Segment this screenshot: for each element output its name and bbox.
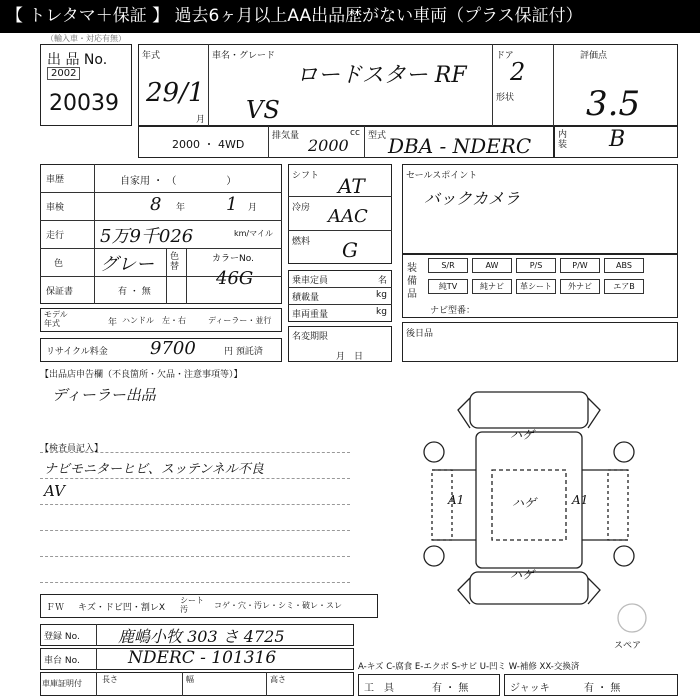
inspection-label: 車検 bbox=[46, 203, 65, 213]
history-value: 自家用 ・ （ ） bbox=[120, 176, 237, 187]
recycle-value: 9700 bbox=[150, 338, 196, 359]
defect-items: キズ・ドビ凹・割レX bbox=[78, 603, 165, 613]
equip-ext-navi: 外ナビ bbox=[560, 279, 600, 294]
name-change-label: 名変期限 bbox=[292, 332, 329, 342]
fuel-value: G bbox=[342, 238, 358, 262]
score-label: 評価点 bbox=[580, 51, 608, 61]
sales-point-label: セールスポイント bbox=[406, 171, 478, 181]
mileage-unit: km/マイル bbox=[234, 229, 273, 238]
year-value: 29/1 bbox=[146, 78, 205, 108]
header-banner: 【 トレタマ＋保証 】 過去6ヶ月以上AA出品歴がない車両（プラス保証付） bbox=[0, 0, 700, 33]
equip-navi: 純ナビ bbox=[472, 279, 512, 294]
equipment-label: 装備品 bbox=[407, 263, 417, 300]
equip-airbag: エアB bbox=[604, 279, 644, 294]
transfer-row bbox=[40, 672, 354, 696]
model-year-unit: 年 bbox=[108, 318, 118, 328]
inspection-month: 1 bbox=[226, 194, 238, 215]
notes-value: ディーラー出品 bbox=[52, 386, 156, 404]
defect-label: ＦＷ bbox=[46, 603, 65, 613]
equip-sr: S/R bbox=[428, 258, 468, 273]
recycle-label: リサイクル料金 bbox=[46, 347, 108, 357]
capacity-unit: 名 bbox=[378, 276, 388, 286]
name-change-unit: 月 日 bbox=[336, 352, 364, 362]
warranty-value: 有 ・ 無 bbox=[118, 287, 151, 297]
year-unit: 月 bbox=[196, 115, 206, 125]
tools-value: 有 ・ 無 bbox=[432, 683, 469, 694]
handle-value: ハンドル 左・右 bbox=[122, 316, 186, 325]
comments-label: 後日品 bbox=[406, 329, 434, 339]
interior-box bbox=[554, 126, 678, 158]
lot-stamp: 2002 bbox=[47, 67, 80, 80]
equip-ps: P/S bbox=[516, 258, 556, 273]
equip-abs: ABS bbox=[604, 258, 644, 273]
equip-leather: 革シート bbox=[516, 279, 556, 294]
shape-label: 形状 bbox=[496, 93, 515, 103]
transfer-length: 長さ bbox=[102, 675, 118, 684]
color-value: グレー bbox=[100, 254, 154, 275]
load-label: 積載量 bbox=[292, 293, 320, 303]
transfer-label: 車庫証明付 bbox=[42, 679, 82, 688]
displacement-value: 2000 bbox=[308, 136, 349, 155]
tools-label: 工 具 bbox=[364, 683, 394, 694]
inspection-year-unit: 年 bbox=[176, 203, 186, 213]
navi-model-label: ナビ型番： bbox=[430, 306, 476, 316]
model-value: DBA - NDERC bbox=[388, 134, 532, 158]
damage-legend: A-キズ C-腐食 E-エクボ S-サビ U-凹ミ W-補修 XX-交換済 bbox=[358, 662, 580, 672]
warranty-label: 保証書 bbox=[46, 287, 74, 297]
displacement-label: 排気量 bbox=[272, 131, 300, 141]
mark-left-side: A1 bbox=[448, 493, 465, 507]
recycle-unit: 円 預託済 bbox=[224, 347, 263, 357]
interior-value: B bbox=[609, 127, 626, 152]
seat-items: コゲ・穴・汚レ・シミ・破レ・スレ bbox=[214, 601, 342, 610]
inspector-line1: ナビモニターヒビ、スッテンネル不良 bbox=[44, 462, 264, 477]
dealer-value: ディーラー・並行 bbox=[208, 316, 272, 325]
transfer-height: 高さ bbox=[270, 675, 286, 684]
shift-value: AT bbox=[338, 174, 365, 198]
door-label: ドア bbox=[496, 51, 514, 61]
mark-hood: ハゲ bbox=[510, 428, 535, 442]
inspector-line2: AV bbox=[44, 482, 65, 500]
equip-tv: 純TV bbox=[428, 279, 468, 294]
comments-box bbox=[402, 322, 678, 362]
load-unit: kg bbox=[376, 290, 387, 300]
lot-number: 20039 bbox=[49, 91, 119, 116]
inspection-month-unit: 月 bbox=[248, 203, 258, 213]
notes-label: 【出品店申告欄（不良箇所・欠品・注意事項等）】 bbox=[40, 370, 243, 380]
chassis-label: 車台 No. bbox=[44, 656, 80, 666]
registration-label: 登録 No. bbox=[44, 632, 80, 642]
mileage-value: 5万9千026 bbox=[100, 226, 194, 247]
capacity-label: 乗車定員 bbox=[292, 276, 329, 286]
color-code-label: カラーNo. bbox=[212, 254, 254, 264]
interior-label: 内装 bbox=[558, 130, 568, 150]
jack-label: ジャッキ bbox=[510, 683, 550, 694]
name-label: 車名・グレード bbox=[212, 51, 276, 61]
transfer-width: 幅 bbox=[186, 675, 194, 684]
equip-aw: AW bbox=[472, 258, 512, 273]
grade-value: VS bbox=[246, 96, 280, 124]
ac-label: 冷房 bbox=[292, 203, 311, 213]
registration-value: 鹿嶋小牧 303 さ 4725 bbox=[118, 627, 285, 646]
chassis-value: NDERC - 101316 bbox=[128, 648, 277, 668]
drive-value: 2000 ・ 4WD bbox=[172, 138, 245, 151]
inspector-label: 【検査員記入】 bbox=[40, 444, 104, 454]
weight-unit: kg bbox=[376, 307, 387, 317]
mark-right-side: A1 bbox=[572, 493, 589, 507]
equip-pw: P/W bbox=[560, 258, 600, 273]
jack-value: 有 ・ 無 bbox=[584, 683, 621, 694]
sales-point-value: バックカメラ bbox=[424, 189, 521, 208]
score-value: 3.5 bbox=[586, 84, 641, 124]
color-change-label: 色替 bbox=[170, 252, 180, 272]
top-cut-label: （輸入車・対応有無） bbox=[46, 34, 126, 43]
mark-roof: ハゲ bbox=[512, 496, 537, 510]
weight-label: 車両重量 bbox=[292, 310, 329, 320]
door-value: 2 bbox=[510, 58, 526, 86]
seat-label: シート汚 bbox=[180, 596, 204, 614]
name-value: ロードスター RF bbox=[296, 63, 467, 88]
model-label: 型式 bbox=[368, 131, 387, 141]
spare-label: スペア bbox=[614, 641, 642, 651]
color-label: 色 bbox=[54, 259, 64, 269]
year-label: 年式 bbox=[142, 51, 161, 61]
lot-label: 出 品 No. bbox=[47, 52, 108, 68]
shift-label: シフト bbox=[292, 171, 320, 181]
history-label: 車歴 bbox=[46, 175, 65, 185]
mileage-label: 走行 bbox=[46, 231, 65, 241]
displacement-unit: cc bbox=[350, 128, 360, 138]
mark-trunk: ハゲ bbox=[510, 568, 535, 582]
fuel-label: 燃料 bbox=[292, 237, 311, 247]
inspection-year: 8 bbox=[150, 194, 162, 215]
color-code-value: 46G bbox=[216, 268, 254, 289]
ac-value: AAC bbox=[328, 206, 368, 227]
lot-box bbox=[40, 44, 132, 126]
model-year-label: モデル年式 bbox=[44, 310, 68, 328]
